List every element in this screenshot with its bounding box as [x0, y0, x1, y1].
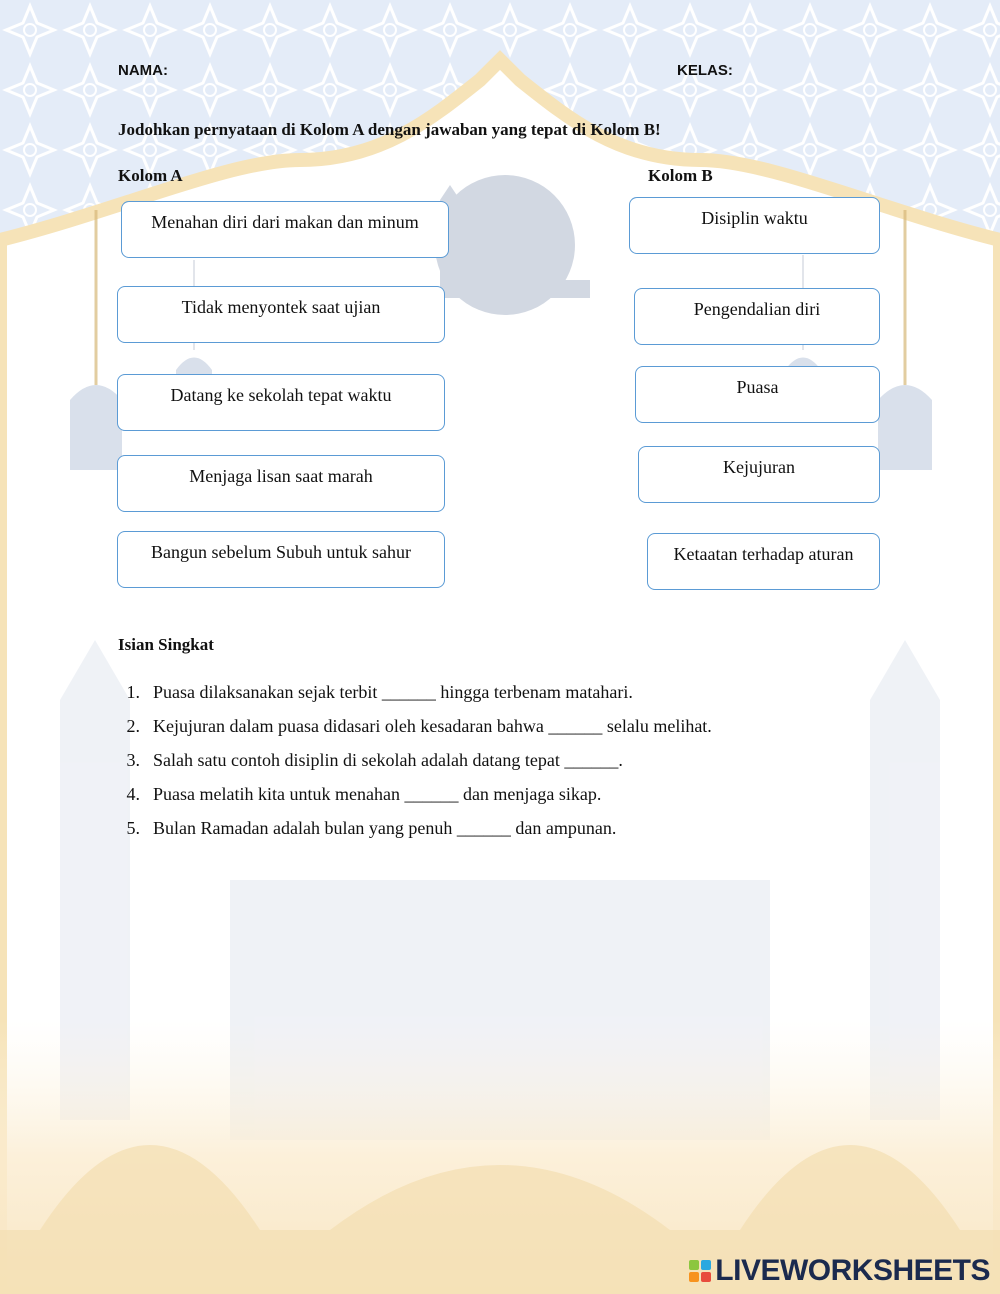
name-label: NAMA: [118, 62, 168, 79]
question-text: Kejujuran dalam puasa didasari oleh kesadaran bahwa ______ selalu melihat. [153, 716, 712, 736]
question-text: Salah satu contoh disiplin di sekolah adalah datang tepat ______. [153, 750, 623, 770]
question-row [118, 680, 938, 714]
logo-text: LIVEWORKSHEETS [715, 1254, 990, 1287]
question-number: 3. [126, 750, 140, 770]
column-a-item-5[interactable]: Bangun sebelum Subuh untuk sahur [117, 531, 445, 588]
question-number: 5. [126, 818, 140, 838]
column-b-item-1[interactable]: Disiplin waktu [629, 197, 880, 254]
column-b-item-3[interactable]: Puasa [635, 366, 880, 423]
logo-mark-icon [689, 1260, 711, 1282]
question-row [118, 782, 938, 816]
short-answer-list [118, 680, 938, 850]
class-label: KELAS: [677, 62, 733, 79]
question-text: Puasa dilaksanakan sejak terbit ______ hingga terbenam matahari. [153, 682, 633, 702]
column-a-item-2[interactable]: Tidak menyontek saat ujian [117, 286, 445, 343]
question-text: Puasa melatih kita untuk menahan ______ dan menjaga sikap. [153, 784, 602, 804]
column-b-item-2[interactable]: Pengendalian diri [634, 288, 880, 345]
instruction: Jodohkan pernyataan di Kolom A dengan jawaban yang tepat di Kolom B! [118, 120, 661, 139]
question-row [118, 816, 938, 850]
question-number: 2. [126, 716, 140, 736]
column-a-title: Kolom A [118, 166, 183, 185]
question-row [118, 748, 938, 782]
column-b-title: Kolom B [648, 166, 713, 185]
question-number: 1. [126, 682, 140, 702]
short-answer-title: Isian Singkat [118, 635, 214, 654]
question-number: 4. [126, 784, 140, 804]
column-b-item-4[interactable]: Kejujuran [638, 446, 880, 503]
question-text: Bulan Ramadan adalah bulan yang penuh ______ dan ampunan. [153, 818, 617, 838]
column-a-item-1[interactable]: Menahan diri dari makan dan minum [121, 201, 449, 258]
liveworksheets-logo [689, 1254, 990, 1288]
column-a-item-3[interactable]: Datang ke sekolah tepat waktu [117, 374, 445, 431]
column-b-item-5[interactable]: Ketaatan terhadap aturan [647, 533, 880, 590]
question-row [118, 714, 938, 748]
column-a-item-4[interactable]: Menjaga lisan saat marah [117, 455, 445, 512]
